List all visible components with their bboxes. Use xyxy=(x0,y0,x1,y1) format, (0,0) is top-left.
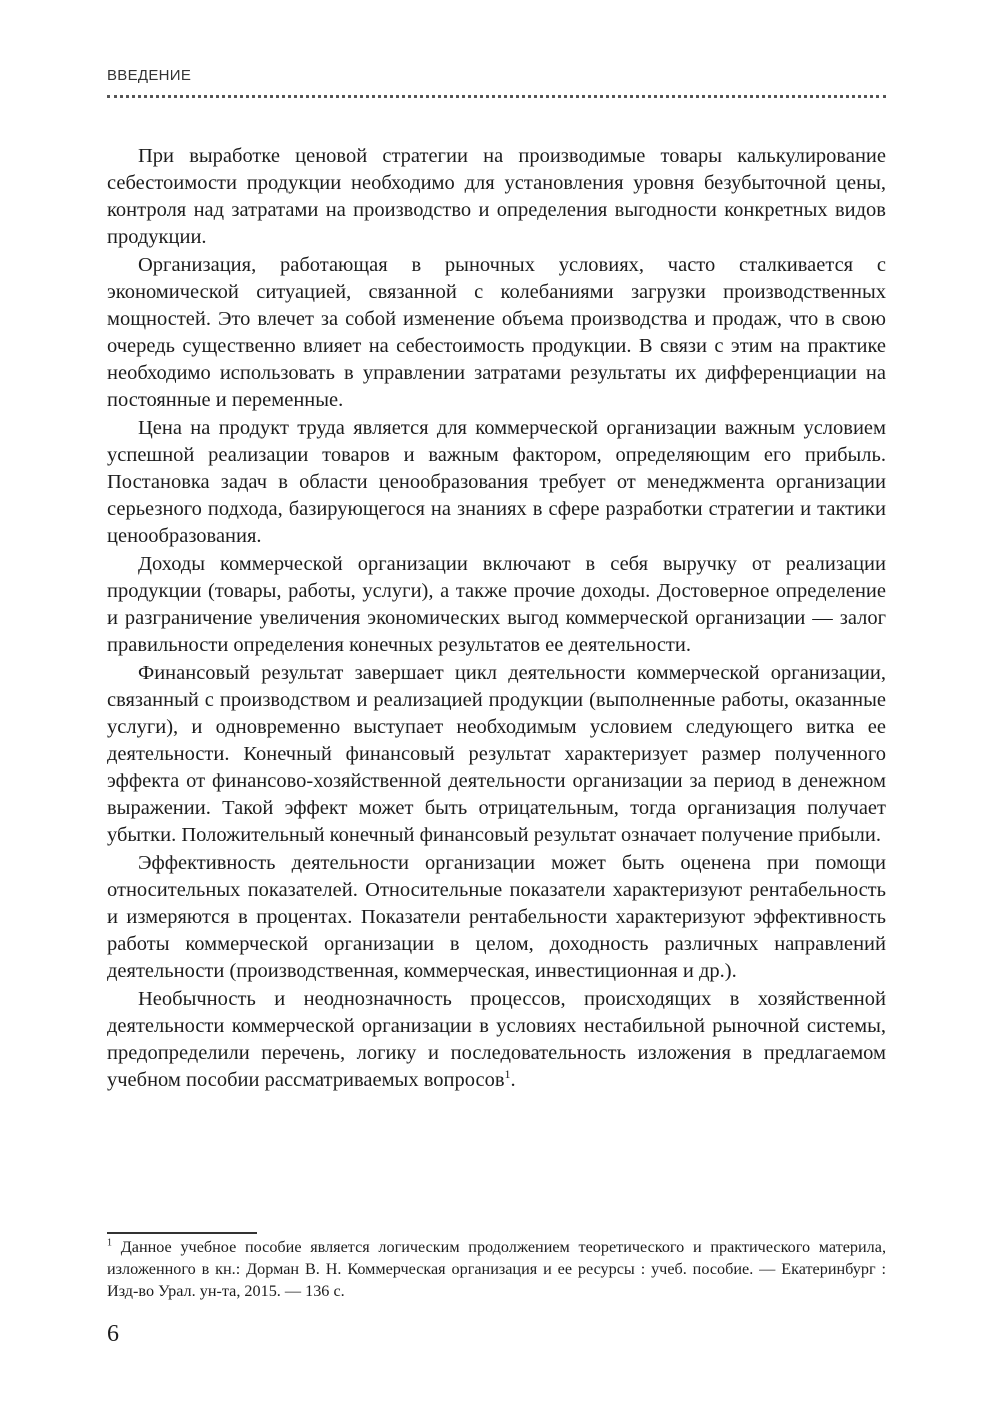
paragraph-1: При выработке ценовой стратегии на производимые товары калькулирование себестоимости продукции необходимо для установления уровня безубыточной цены, контроля над затратами на производство и определения выгодности конкретных видов продукции. xyxy=(107,145,886,248)
footnote-marker: 1 xyxy=(107,1237,112,1249)
footnote-reference[interactable]: 1 xyxy=(504,1067,511,1082)
paragraph-6: Эффективность деятельности организации может быть оценена при помощи относительных показателей. Относительные показатели характеризуют рентабельность и измеряются в процентах. Показатели рентабельности характеризуют эффективность работы коммерческой организации в целом, доходность различных направлений деятельности (производственная, коммерческая, инвестиционная и др.). xyxy=(107,852,886,982)
body-text xyxy=(107,143,886,1095)
paragraph-7 xyxy=(107,986,886,1094)
page-number: 6 xyxy=(107,1321,119,1347)
footnote xyxy=(107,1236,886,1302)
section-title: ВВЕДЕНИЕ xyxy=(107,67,192,84)
paragraph-5: Финансовый результат завершает цикл деятельности коммерческой организации, связанный с производством и реализацией продукции (выполненные работы, оказанные услуги), и одновременно выступает необходимым условием следующего витка ее деятельности. Конечный финансовый результат характеризует размер полученного эффекта от финансово-хозяйственной деятельности организации за период в денежном выражении. Такой эффект может быть отрицательным, тогда организация получает убытки. Положительный конечный финансовый результат означает получение прибыли. xyxy=(107,662,886,846)
footnote-separator xyxy=(107,1232,257,1234)
paragraph-2: Организация, работающая в рыночных условиях, часто сталкивается с экономической ситуацией, связанной с колебаниями загрузки производственных мощностей. Это влечет за собой изменение объема производства и продаж, что в свою очередь существенно влияет на себестоимость продукции. В связи с этим на практике необходимо использовать в управлении затратами результаты их дифференциации на постоянные и переменные. xyxy=(107,254,886,411)
header-dotted-rule xyxy=(107,95,886,98)
paragraph-4: Доходы коммерческой организации включают в себя выручку от реализации продукции (товары, работы, услуги), а также прочие доходы. Достоверное определение и разграничение увеличения экономических выгод коммерческой организации — залог правильности определения конечных результатов ее деятельности. xyxy=(107,553,886,656)
paragraph-3: Цена на продукт труда является для коммерческой организации важным условием успешной реализации товаров и важным фактором, определяющим его прибыль. Постановка задач в области ценообразования требует от менеджмента организации серьезного подхода, базирующегося на знаниях в сфере разработки стратегии и тактики ценообразования. xyxy=(107,417,886,547)
running-header xyxy=(107,66,886,86)
paragraph-7-text: Необычность и неоднозначность процессов, происходящих в хозяйственной деятельности коммерческой организации в условиях нестабильной рыночной системы, предопределили перечень, логику и последовательность изложения в предлагаемом учебном пособии рассматриваемых вопросов xyxy=(107,988,886,1091)
footnote-text: Данное учебное пособие является логическим продолжением теоретического и практического материла, изложенного в кн.: Дорман В. Н. Коммерческая организация и ее ресурсы : учеб. пособие. — Екатеринбург : Изд-во Урал. ун-та, 2015. — 136 с. xyxy=(107,1238,886,1300)
paragraph-7-end: . xyxy=(510,1069,516,1091)
